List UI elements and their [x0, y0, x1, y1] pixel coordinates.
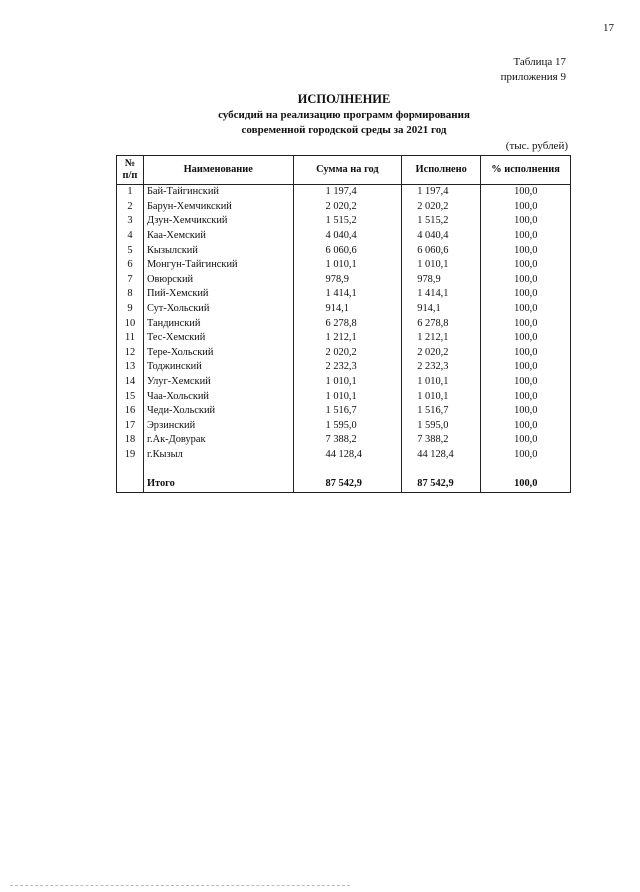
- table-row: [117, 419, 571, 434]
- row-done: 2 232,3: [402, 360, 481, 375]
- row-name: Тоджинский: [143, 360, 293, 375]
- total-row: [117, 476, 571, 493]
- title-line3: современной городской среды за 2021 год: [241, 124, 447, 136]
- row-name: Чеди-Хольский: [143, 404, 293, 419]
- row-name: Сут-Хольский: [143, 302, 293, 317]
- table-row: [117, 229, 571, 244]
- execution-table: [116, 155, 571, 493]
- row-sum: 1 010,1: [293, 258, 402, 273]
- header-sum: Сумма на год: [293, 156, 402, 185]
- row-name: Улуг-Хемский: [143, 375, 293, 390]
- row-number: 1: [117, 185, 144, 200]
- row-number: 8: [117, 287, 144, 302]
- row-name: Каа-Хемский: [143, 229, 293, 244]
- table-row: [117, 375, 571, 390]
- row-done: 1 197,4: [402, 185, 481, 200]
- table-header: [117, 156, 571, 185]
- row-name: Овюрский: [143, 273, 293, 288]
- row-percent: 100,0: [481, 360, 571, 375]
- footer-rule: [10, 885, 350, 886]
- row-name: Барун-Хемчикский: [143, 200, 293, 215]
- spacer-row: [117, 462, 571, 476]
- row-done: 1 515,2: [402, 214, 481, 229]
- page-number: 17: [603, 22, 614, 34]
- table-body: [117, 185, 571, 493]
- row-percent: 100,0: [481, 433, 571, 448]
- row-sum: 1 414,1: [293, 287, 402, 302]
- row-number: 11: [117, 331, 144, 346]
- row-name: Пий-Хемский: [143, 287, 293, 302]
- table-row: [117, 302, 571, 317]
- row-done: 978,9: [402, 273, 481, 288]
- row-done: 4 040,4: [402, 229, 481, 244]
- row-sum: 914,1: [293, 302, 402, 317]
- table-row: [117, 389, 571, 404]
- row-name: Кызылский: [143, 243, 293, 258]
- row-number: 7: [117, 273, 144, 288]
- row-name: Чаа-Хольский: [143, 389, 293, 404]
- row-percent: 100,0: [481, 316, 571, 331]
- row-percent: 100,0: [481, 419, 571, 434]
- row-name: Эрзинский: [143, 419, 293, 434]
- row-percent: 100,0: [481, 243, 571, 258]
- row-percent: 100,0: [481, 389, 571, 404]
- row-name: Монгун-Тайгинский: [143, 258, 293, 273]
- row-sum: 2 020,2: [293, 200, 402, 215]
- units-label: (тыс. рублей): [505, 140, 568, 152]
- table-row: [117, 331, 571, 346]
- table-row: [117, 273, 571, 288]
- table-row: [117, 214, 571, 229]
- row-number: 14: [117, 375, 144, 390]
- row-sum: 1 010,1: [293, 389, 402, 404]
- row-sum: 1 515,2: [293, 214, 402, 229]
- row-name: Бай-Тайгинский: [143, 185, 293, 200]
- row-percent: 100,0: [481, 346, 571, 361]
- row-number: 17: [117, 419, 144, 434]
- row-percent: 100,0: [481, 331, 571, 346]
- row-sum: 1 010,1: [293, 375, 402, 390]
- table-reference-line2: приложения 9: [500, 71, 566, 83]
- title-main: ИСПОЛНЕНИЕ: [297, 92, 391, 106]
- table-row: [117, 258, 571, 273]
- row-sum: 1 516,7: [293, 404, 402, 419]
- table-row: [117, 287, 571, 302]
- title-line2: субсидий на реализацию программ формирования: [218, 109, 470, 121]
- row-done: 1 010,1: [402, 389, 481, 404]
- row-number: 9: [117, 302, 144, 317]
- row-done: 7 388,2: [402, 433, 481, 448]
- row-name: Тес-Хемский: [143, 331, 293, 346]
- row-percent: 100,0: [481, 287, 571, 302]
- row-name: г.Ак-Довурак: [143, 433, 293, 448]
- row-name: Тере-Хольский: [143, 346, 293, 361]
- total-sum: 87 542,9: [293, 476, 402, 493]
- table-row: [117, 404, 571, 419]
- row-name: Тандинский: [143, 316, 293, 331]
- row-number: 6: [117, 258, 144, 273]
- row-number: 4: [117, 229, 144, 244]
- row-sum: 1 197,4: [293, 185, 402, 200]
- total-percent: 100,0: [481, 476, 571, 493]
- header-pct: % исполнения: [481, 156, 571, 185]
- row-percent: 100,0: [481, 448, 571, 463]
- table-row: [117, 185, 571, 200]
- total-done: 87 542,9: [402, 476, 481, 493]
- total-label: Итого: [143, 476, 293, 493]
- row-sum: 2 232,3: [293, 360, 402, 375]
- table-row: [117, 360, 571, 375]
- row-done: 44 128,4: [402, 448, 481, 463]
- row-sum: 6 278,8: [293, 316, 402, 331]
- table-row: [117, 200, 571, 215]
- row-number: 15: [117, 389, 144, 404]
- header-name: Наименование: [143, 156, 293, 185]
- row-done: 6 278,8: [402, 316, 481, 331]
- row-sum: 7 388,2: [293, 433, 402, 448]
- row-percent: 100,0: [481, 214, 571, 229]
- table-row: [117, 448, 571, 463]
- row-done: 914,1: [402, 302, 481, 317]
- table-reference-line1: Таблица 17: [513, 56, 566, 68]
- row-done: 1 414,1: [402, 287, 481, 302]
- row-number: 13: [117, 360, 144, 375]
- row-percent: 100,0: [481, 302, 571, 317]
- table-row: [117, 433, 571, 448]
- row-done: 6 060,6: [402, 243, 481, 258]
- row-number: 16: [117, 404, 144, 419]
- row-percent: 100,0: [481, 375, 571, 390]
- header-done: Исполнено: [402, 156, 481, 185]
- row-sum: 1 595,0: [293, 419, 402, 434]
- row-percent: 100,0: [481, 200, 571, 215]
- table-row: [117, 346, 571, 361]
- row-sum: 978,9: [293, 273, 402, 288]
- row-percent: 100,0: [481, 273, 571, 288]
- row-done: 1 516,7: [402, 404, 481, 419]
- row-number: 12: [117, 346, 144, 361]
- row-sum: 1 212,1: [293, 331, 402, 346]
- row-number: 10: [117, 316, 144, 331]
- row-percent: 100,0: [481, 404, 571, 419]
- row-done: 1 010,1: [402, 375, 481, 390]
- row-done: 2 020,2: [402, 346, 481, 361]
- row-sum: 4 040,4: [293, 229, 402, 244]
- row-percent: 100,0: [481, 229, 571, 244]
- row-number: 3: [117, 214, 144, 229]
- row-number: 18: [117, 433, 144, 448]
- row-percent: 100,0: [481, 258, 571, 273]
- row-done: 1 595,0: [402, 419, 481, 434]
- row-name: г.Кызыл: [143, 448, 293, 463]
- table-reference: [501, 55, 566, 85]
- row-done: 2 020,2: [402, 200, 481, 215]
- row-percent: 100,0: [481, 185, 571, 200]
- row-sum: 44 128,4: [293, 448, 402, 463]
- row-name: Дзун-Хемчикский: [143, 214, 293, 229]
- row-done: 1 212,1: [402, 331, 481, 346]
- row-sum: 6 060,6: [293, 243, 402, 258]
- row-sum: 2 020,2: [293, 346, 402, 361]
- row-number: 5: [117, 243, 144, 258]
- row-number: 19: [117, 448, 144, 463]
- table-row: [117, 316, 571, 331]
- table-row: [117, 243, 571, 258]
- header-num: № п/п: [117, 156, 144, 185]
- row-done: 1 010,1: [402, 258, 481, 273]
- row-number: 2: [117, 200, 144, 215]
- document-title: [115, 92, 573, 138]
